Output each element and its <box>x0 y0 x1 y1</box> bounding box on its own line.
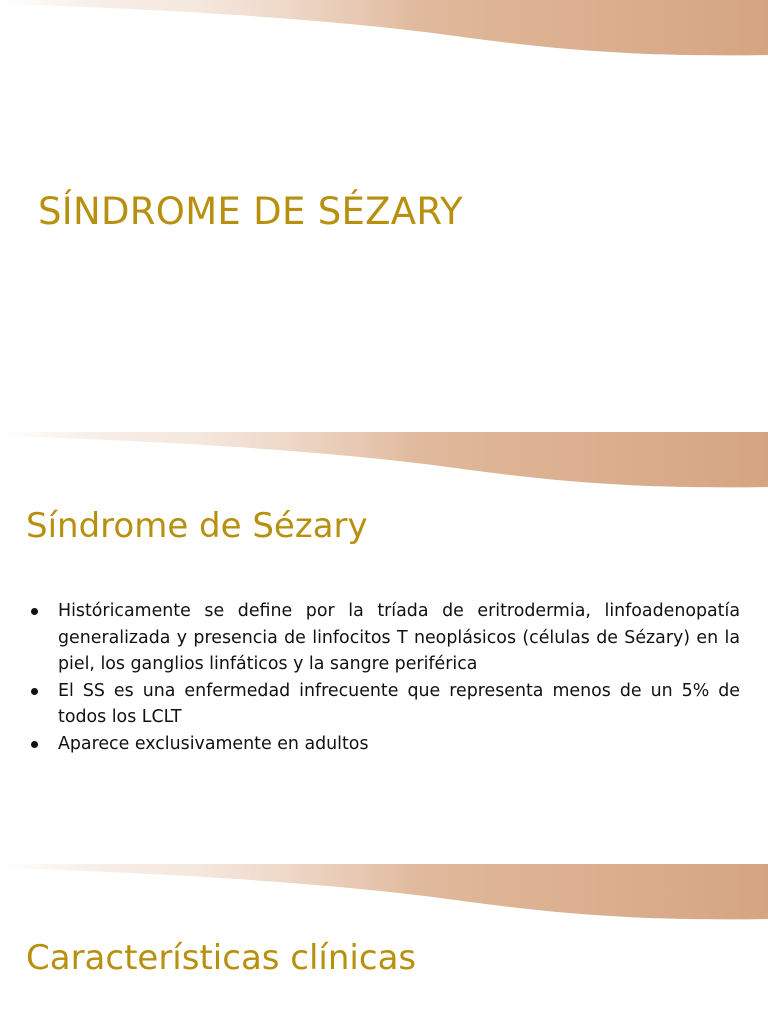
decorative-swoosh <box>0 864 768 924</box>
slide-3 <box>0 864 768 1024</box>
decorative-swoosh <box>0 432 768 492</box>
bullet-list <box>28 598 740 758</box>
bullet-text: Aparece exclusivamente en adultos <box>58 733 369 754</box>
slide-1 <box>0 0 768 432</box>
list-item <box>28 678 740 731</box>
bullet-text: Históricamente se define por la tríada de eritrodermia, linfoadenopatía generalizada y presencia de linfocitos T neoplásicos (células de Sézary) en la piel, los ganglios linfáticos y la sangre periférica <box>58 601 740 675</box>
bullet-text: El SS es una enfermedad infrecuente que representa menos de un 5% de todos los LCLT <box>58 680 740 728</box>
list-item <box>28 731 740 758</box>
decorative-swoosh <box>0 0 768 60</box>
slide-2 <box>0 432 768 864</box>
slide-title: Características clínicas <box>26 938 417 978</box>
list-item <box>28 598 740 678</box>
slide-title: SÍNDROME DE SÉZARY <box>38 190 463 233</box>
slide-title: Síndrome de Sézary <box>26 506 368 546</box>
bullet-icon <box>31 608 38 615</box>
bullet-icon <box>31 688 38 695</box>
bullet-icon <box>31 741 38 748</box>
